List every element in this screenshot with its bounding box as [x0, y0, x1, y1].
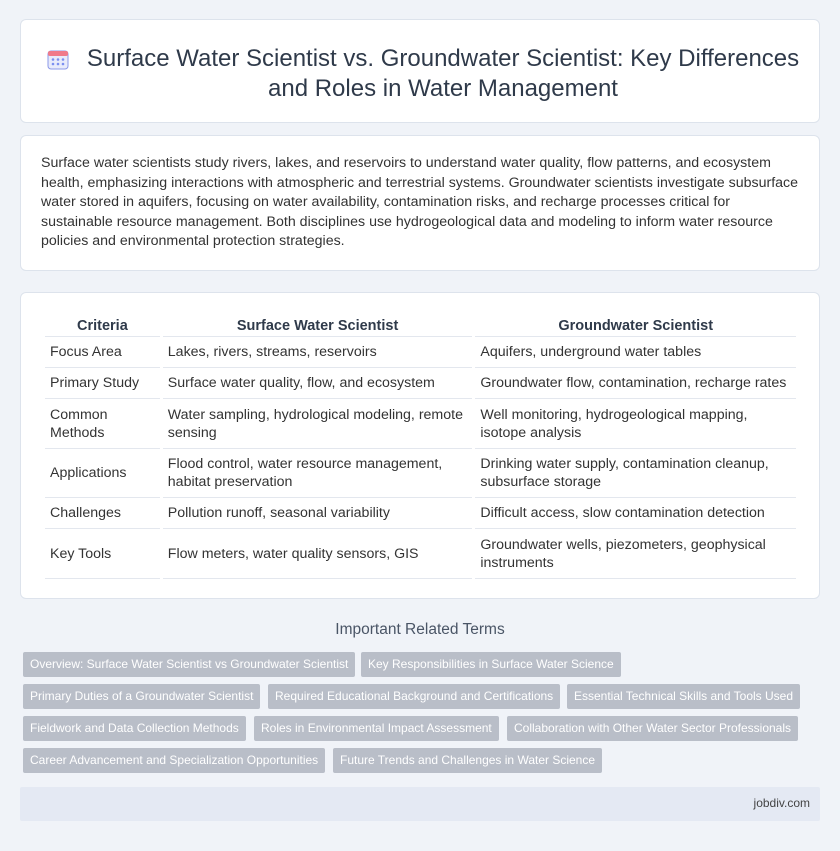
groundwater-cell: Well monitoring, hydrogeological mapping, isotope analysis [475, 399, 796, 449]
table-row [45, 529, 796, 579]
criteria-cell: Primary Study [45, 368, 160, 399]
related-term-tag[interactable]: Essential Technical Skills and Tools Used [567, 684, 800, 709]
related-term-tag[interactable]: Roles in Environmental Impact Assessment [254, 716, 499, 741]
groundwater-cell: Groundwater flow, contamination, recharge rates [475, 368, 796, 399]
groundwater-cell: Groundwater wells, piezometers, geophysical instruments [475, 529, 796, 579]
summary-card [20, 135, 820, 271]
surface-cell: Pollution runoff, seasonal variability [163, 498, 473, 529]
header-groundwater-scientist: Groundwater Scientist [475, 317, 796, 337]
related-term-tag[interactable]: Fieldwork and Data Collection Methods [23, 716, 246, 741]
header-criteria: Criteria [45, 317, 160, 337]
groundwater-cell: Aquifers, underground water tables [475, 337, 796, 368]
related-term-tag[interactable]: Key Responsibilities in Surface Water Science [361, 652, 621, 677]
footer [20, 787, 820, 821]
table-header-row [45, 317, 796, 337]
surface-cell: Flow meters, water quality sensors, GIS [163, 529, 473, 579]
related-term-tag[interactable]: Required Educational Background and Certifications [268, 684, 560, 709]
related-term-tag[interactable]: Future Trends and Challenges in Water Science [333, 748, 602, 773]
related-term-tag[interactable]: Collaboration with Other Water Sector Professionals [507, 716, 798, 741]
surface-cell: Flood control, water resource management, habitat preservation [163, 449, 473, 498]
table-row [45, 498, 796, 529]
criteria-cell: Applications [45, 449, 160, 498]
surface-cell: Water sampling, hydrological modeling, remote sensing [163, 399, 473, 449]
comparison-table [42, 317, 799, 579]
header-surface-water-scientist: Surface Water Scientist [163, 317, 473, 337]
related-term-tag[interactable]: Career Advancement and Specialization Opportunities [23, 748, 325, 773]
related-term-tag[interactable]: Primary Duties of a Groundwater Scientist [23, 684, 260, 709]
surface-cell: Surface water quality, flow, and ecosystem [163, 368, 473, 399]
table-row [45, 449, 796, 498]
related-terms-heading: Important Related Terms [335, 621, 505, 638]
table-row [45, 399, 796, 449]
criteria-cell: Common Methods [45, 399, 160, 449]
groundwater-cell: Drinking water supply, contamination cleanup, subsurface storage [475, 449, 796, 498]
footer-site-link[interactable]: jobdiv.com [753, 796, 810, 810]
summary-text: Surface water scientists study rivers, lakes, and reservoirs to understand water quality, flow patterns, and ecosystem health, emphasizing interactions with atmospheric and terrestrial systems. Groundwater scientists investigate subsurface water stored in aquifers, focusing on water availability, contamination risks, and recharge processes critical for sustainable resource management. Both disciplines use hydrogeological data and modeling to inform water resource policies and environmental protection strategies. [41, 155, 799, 250]
criteria-cell: Key Tools [45, 529, 160, 579]
surface-cell: Lakes, rivers, streams, reservoirs [163, 337, 473, 368]
related-terms-section [20, 620, 820, 767]
page-title: Surface Water Scientist vs. Groundwater Scientist: Key Differences and Roles in Water Management [86, 45, 800, 102]
table-row [45, 337, 796, 368]
table-row [45, 368, 796, 399]
title-card [20, 19, 820, 123]
criteria-cell: Focus Area [45, 337, 160, 368]
groundwater-cell: Difficult access, slow contamination detection [475, 498, 796, 529]
comparison-table-card [20, 292, 820, 599]
calendar-grid-icon [47, 48, 69, 70]
related-term-tag[interactable]: Overview: Surface Water Scientist vs Groundwater Scientist [23, 652, 355, 677]
criteria-cell: Challenges [45, 498, 160, 529]
